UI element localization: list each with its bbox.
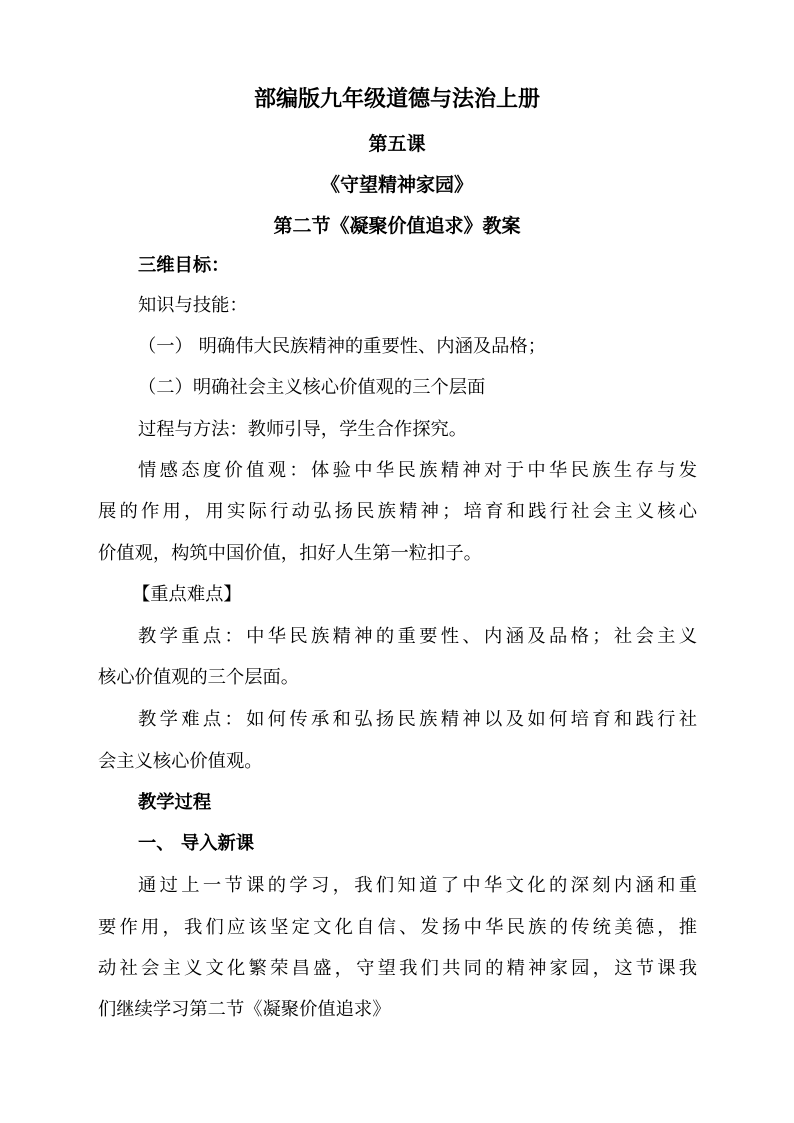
objectives-heading: 三维目标： (138, 255, 230, 276)
emotion-line-1: 情感态度价值观：体验中华民族精神对于中华民族生存与发 (138, 460, 697, 481)
intro-line-3: 动社会主义文化繁荣昌盛，守望我们共同的精神家园，这节课我 (98, 958, 697, 979)
process-method: 过程与方法：教师引导，学生合作探究。 (138, 419, 468, 440)
intro-line-4: 们继续学习第二节《凝聚价值追求》 (98, 999, 391, 1020)
process-heading: 教学过程 (138, 792, 212, 813)
objective-item-1: （一） 明确伟大民族精神的重要性、内涵及品格； (138, 336, 546, 357)
document-main-title: 部编版九年级道德与法治上册 (253, 87, 540, 112)
objective-item-2: （二）明确社会主义核心价值观的三个层面 (138, 377, 486, 398)
emotion-line-3: 价值观，构筑中国价值，扣好人生第一粒扣子。 (98, 543, 482, 564)
section-title: 第二节《凝聚价值追求》教案 (273, 215, 521, 237)
key-point-line-2: 核心价值观的三个层面。 (98, 667, 300, 688)
key-points-heading: 【重点难点】 (132, 584, 242, 605)
key-point-line-1: 教学重点：中华民族精神的重要性、内涵及品格；社会主义 (138, 626, 697, 647)
intro-line-2: 要作用，我们应该坚定文化自信、发扬中华民族的传统美德，推 (98, 917, 697, 938)
lesson-title: 第五课 (368, 133, 426, 155)
intro-line-1: 通过上一节课的学习，我们知道了中华文化的深刻内涵和重 (138, 875, 697, 896)
difficult-point-line-2: 会主义核心价值观。 (98, 751, 263, 772)
knowledge-label: 知识与技能： (138, 295, 248, 316)
process-step-1: 一、 导入新课 (138, 833, 255, 854)
unit-title: 《守望精神家园》 (320, 174, 473, 196)
difficult-point-line-1: 教学难点：如何传承和弘扬民族精神以及如何培育和践行社 (138, 709, 697, 730)
emotion-line-2: 展的作用，用实际行动弘扬民族精神；培育和践行社会主义核心 (98, 501, 697, 522)
